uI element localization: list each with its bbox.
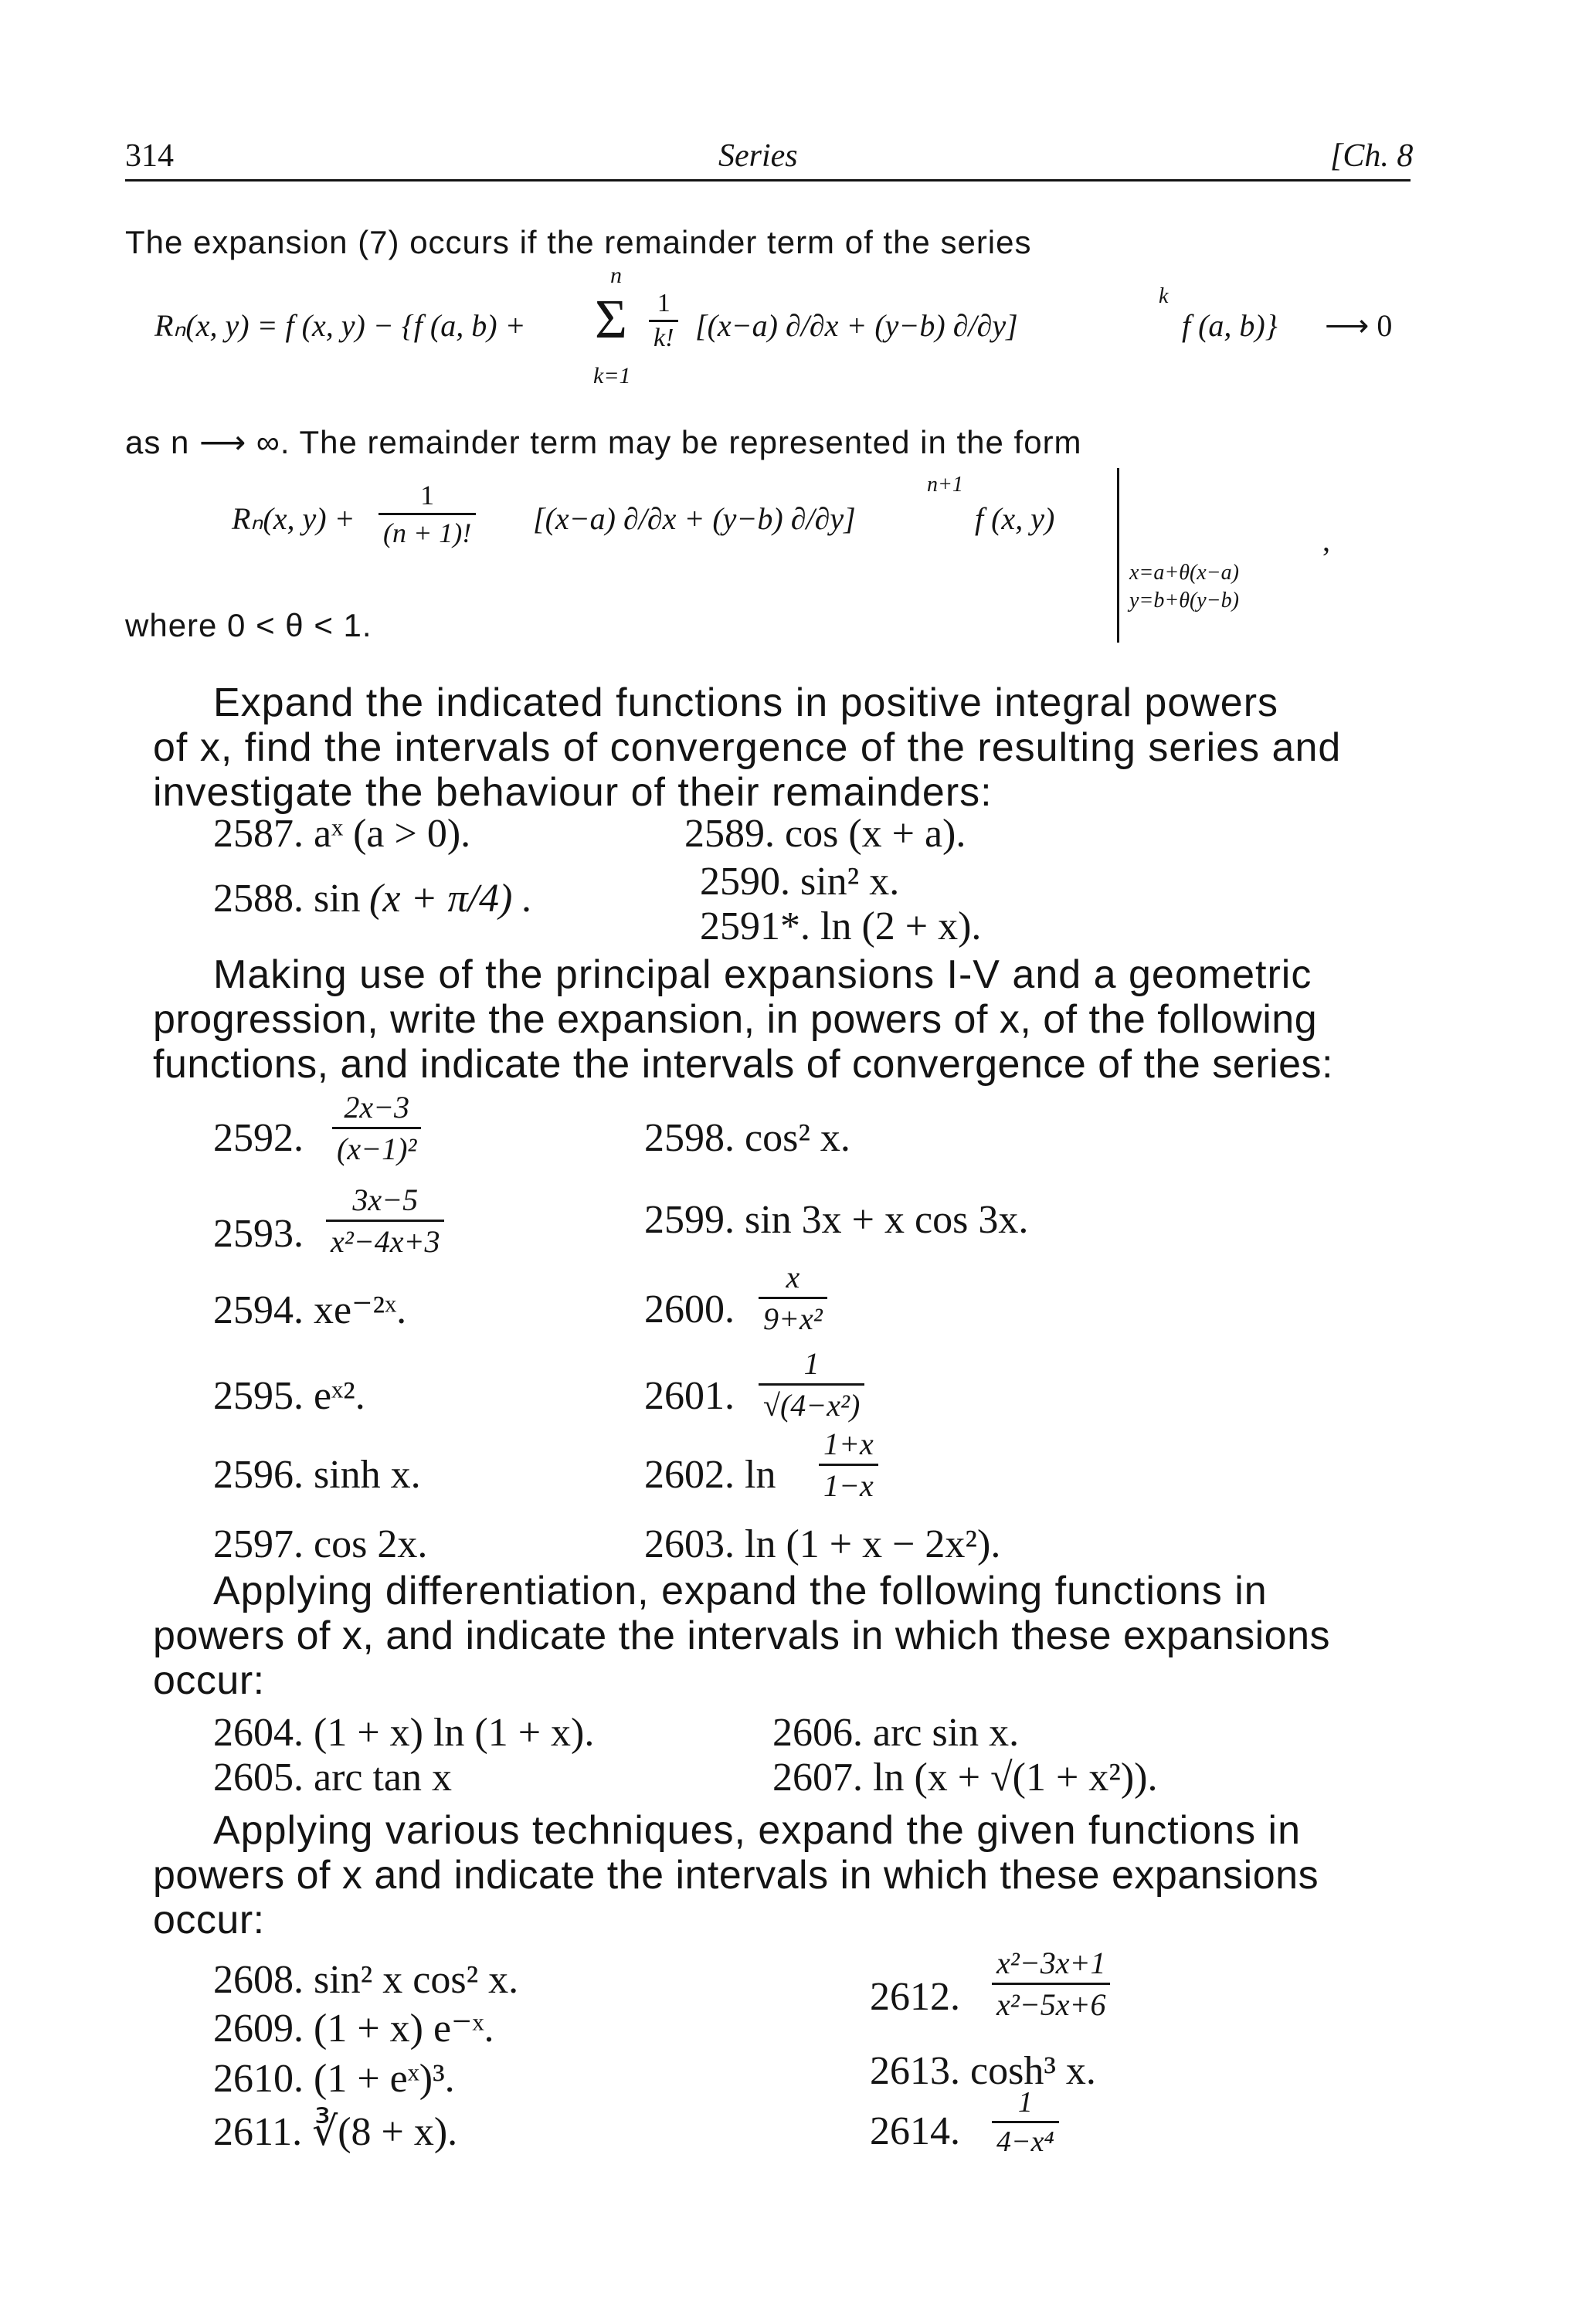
problem-2612-den: x²−5x+6 [996,1987,1106,2022]
formula2-sub-y: y=b+θ(y−b) [1129,589,1239,612]
problem-2602-den: 1−x [823,1468,874,1503]
formula1-frac-num: 1 [649,289,678,322]
problem-2599: 2599. sin 3x + x cos 3x. [644,1198,1029,1242]
formula2-sub-x: x=a+θ(x−a) [1129,561,1239,585]
chapter-label: [Ch. 8 [1330,138,1414,174]
formula2-frac-den: (n + 1)! [383,517,472,548]
formula2-power: n+1 [927,473,963,497]
problem-2614-den: 4−x⁴ [996,2126,1054,2158]
problem-2604: 2604. (1 + x) ln (1 + x). [213,1711,595,1755]
section1-line-3: investigate the behaviour of their remainders: [153,770,993,815]
problem-2601-fraction [759,1345,864,1423]
problem-2602-fraction [819,1426,878,1504]
intro-line: The expansion (7) occurs if the remainder term of the series [125,224,1032,260]
formula1-fraction [649,289,678,353]
problem-2610: 2610. (1 + eˣ)³. [213,2057,455,2101]
problem-2593-num: 3x−5 [326,1182,444,1222]
problem-2600-label: 2600. [644,1288,735,1332]
problem-2592-label: 2592. [213,1116,304,1160]
problem-2607: 2607. ln (x + √(1 + x²)). [772,1756,1158,1800]
formula1-frac-den: k! [654,324,674,352]
problem-2611: 2611. ∛(8 + x). [213,2110,458,2154]
problem-2595: 2595. eˣ². [213,1374,365,1418]
problem-2588-label: 2588. sin [213,877,361,921]
section2-line-1: Making use of the principal expansions I-V and a geometric [213,952,1312,997]
problem-2612-fraction [992,1945,1110,2023]
problem-2602-label: 2602. ln [644,1453,776,1497]
section4-line-1: Applying various techniques, expand the given functions in [213,1808,1301,1853]
problem-2603: 2603. ln (1 + x − 2x²). [644,1522,1001,1566]
formula1-arrow: ⟶ 0 [1325,308,1393,343]
header-rule [125,179,1411,182]
formula2-lhs: Rₙ(x, y) + [232,501,355,536]
problem-2612-num: x²−3x+1 [992,1945,1110,1985]
section2-line-2: progression, write the expansion, in powers of x, of the following [153,997,1318,1042]
problem-2598: 2598. cos² x. [644,1116,850,1160]
problem-2590: 2590. sin² x. [700,860,900,904]
problem-2597: 2597. cos 2x. [213,1522,428,1566]
problem-2592-num: 2x−3 [332,1089,421,1129]
problem-2591: 2591*. ln (2 + x). [700,904,982,948]
problem-2600-fraction [759,1259,827,1337]
formula1-bracket: [(x−a) ∂/∂x + (y−b) ∂/∂y] [695,308,1018,343]
formula1-tail: f (a, b)} [1182,308,1278,343]
problem-2606: 2606. arc sin x. [772,1711,1020,1755]
problem-2600-num: x [759,1259,827,1299]
problem-2614-label: 2614. [870,2109,960,2153]
intro-line-2: as n ⟶ ∞. The remainder term may be represented in the form [125,424,1082,460]
problem-2601-den: √(4−x²) [763,1388,861,1423]
problem-2600-den: 9+x² [763,1301,823,1336]
formula1-power: k [1159,284,1169,308]
section2-line-3: functions, and indicate the intervals of convergence of the series: [153,1042,1333,1087]
section3-line-1: Applying differentiation, expand the following functions in [213,1569,1268,1613]
formula1-sum-bottom: k=1 [593,363,631,388]
problem-2593-fraction [326,1182,444,1260]
formula2-frac-num: 1 [379,479,476,515]
problem-2589: 2589. cos (x + a). [684,812,966,856]
section3-line-3: occur: [153,1658,265,1703]
problem-2596: 2596. sinh x. [213,1453,421,1497]
problem-2592-den: (x−1)² [337,1131,417,1166]
formula2-bracket: [(x−a) ∂/∂x + (y−b) ∂/∂y] [533,501,856,536]
problem-2605: 2605. arc tan x [213,1756,453,1800]
problem-2587: 2587. aˣ (a > 0). [213,812,471,856]
problem-2601-num: 1 [759,1345,864,1386]
section1-line-1: Expand the indicated functions in positive integral powers [213,680,1279,725]
page-number: 314 [125,138,174,174]
formula1-lhs: Rₙ(x, y) = f (x, y) − {f (a, b) + [154,308,526,343]
problem-2588-expression: (x + π/4) . [369,877,533,921]
evaluation-bar [1117,468,1119,643]
formula2-tail: f (x, y) [975,501,1055,536]
problem-2593-label: 2593. [213,1212,304,1256]
intro-line-3: where 0 < θ < 1. [125,607,372,643]
problem-2602-num: 1+x [819,1426,878,1466]
formula1-sum-top: n [610,263,622,288]
problem-2612-label: 2612. [870,1975,960,2019]
problem-2593-den: x²−4x+3 [331,1224,440,1259]
section3-line-2: powers of x, and indicate the intervals in which these expansions [153,1613,1331,1658]
formula2-fraction [379,479,476,549]
problem-2614-fraction [992,2085,1059,2159]
problem-2594: 2594. xe⁻²ˣ. [213,1288,407,1332]
section4-line-3: occur: [153,1898,265,1942]
problem-2614-num: 1 [992,2085,1059,2123]
section4-line-2: powers of x and indicate the intervals in which these expansions [153,1853,1319,1898]
problem-2613: 2613. cosh³ x. [870,2049,1096,2093]
formula1-sum-sign: Σ [595,288,627,350]
problem-2592-fraction [332,1089,421,1167]
section1-line-2: of x, find the intervals of convergence of the resulting series and [153,725,1342,770]
problem-2608: 2608. sin² x cos² x. [213,1958,519,2002]
problem-2609: 2609. (1 + x) e⁻ˣ. [213,2007,494,2051]
formula2-comma: , [1322,523,1330,558]
problem-2601-label: 2601. [644,1374,735,1418]
running-title: Series [718,138,798,174]
